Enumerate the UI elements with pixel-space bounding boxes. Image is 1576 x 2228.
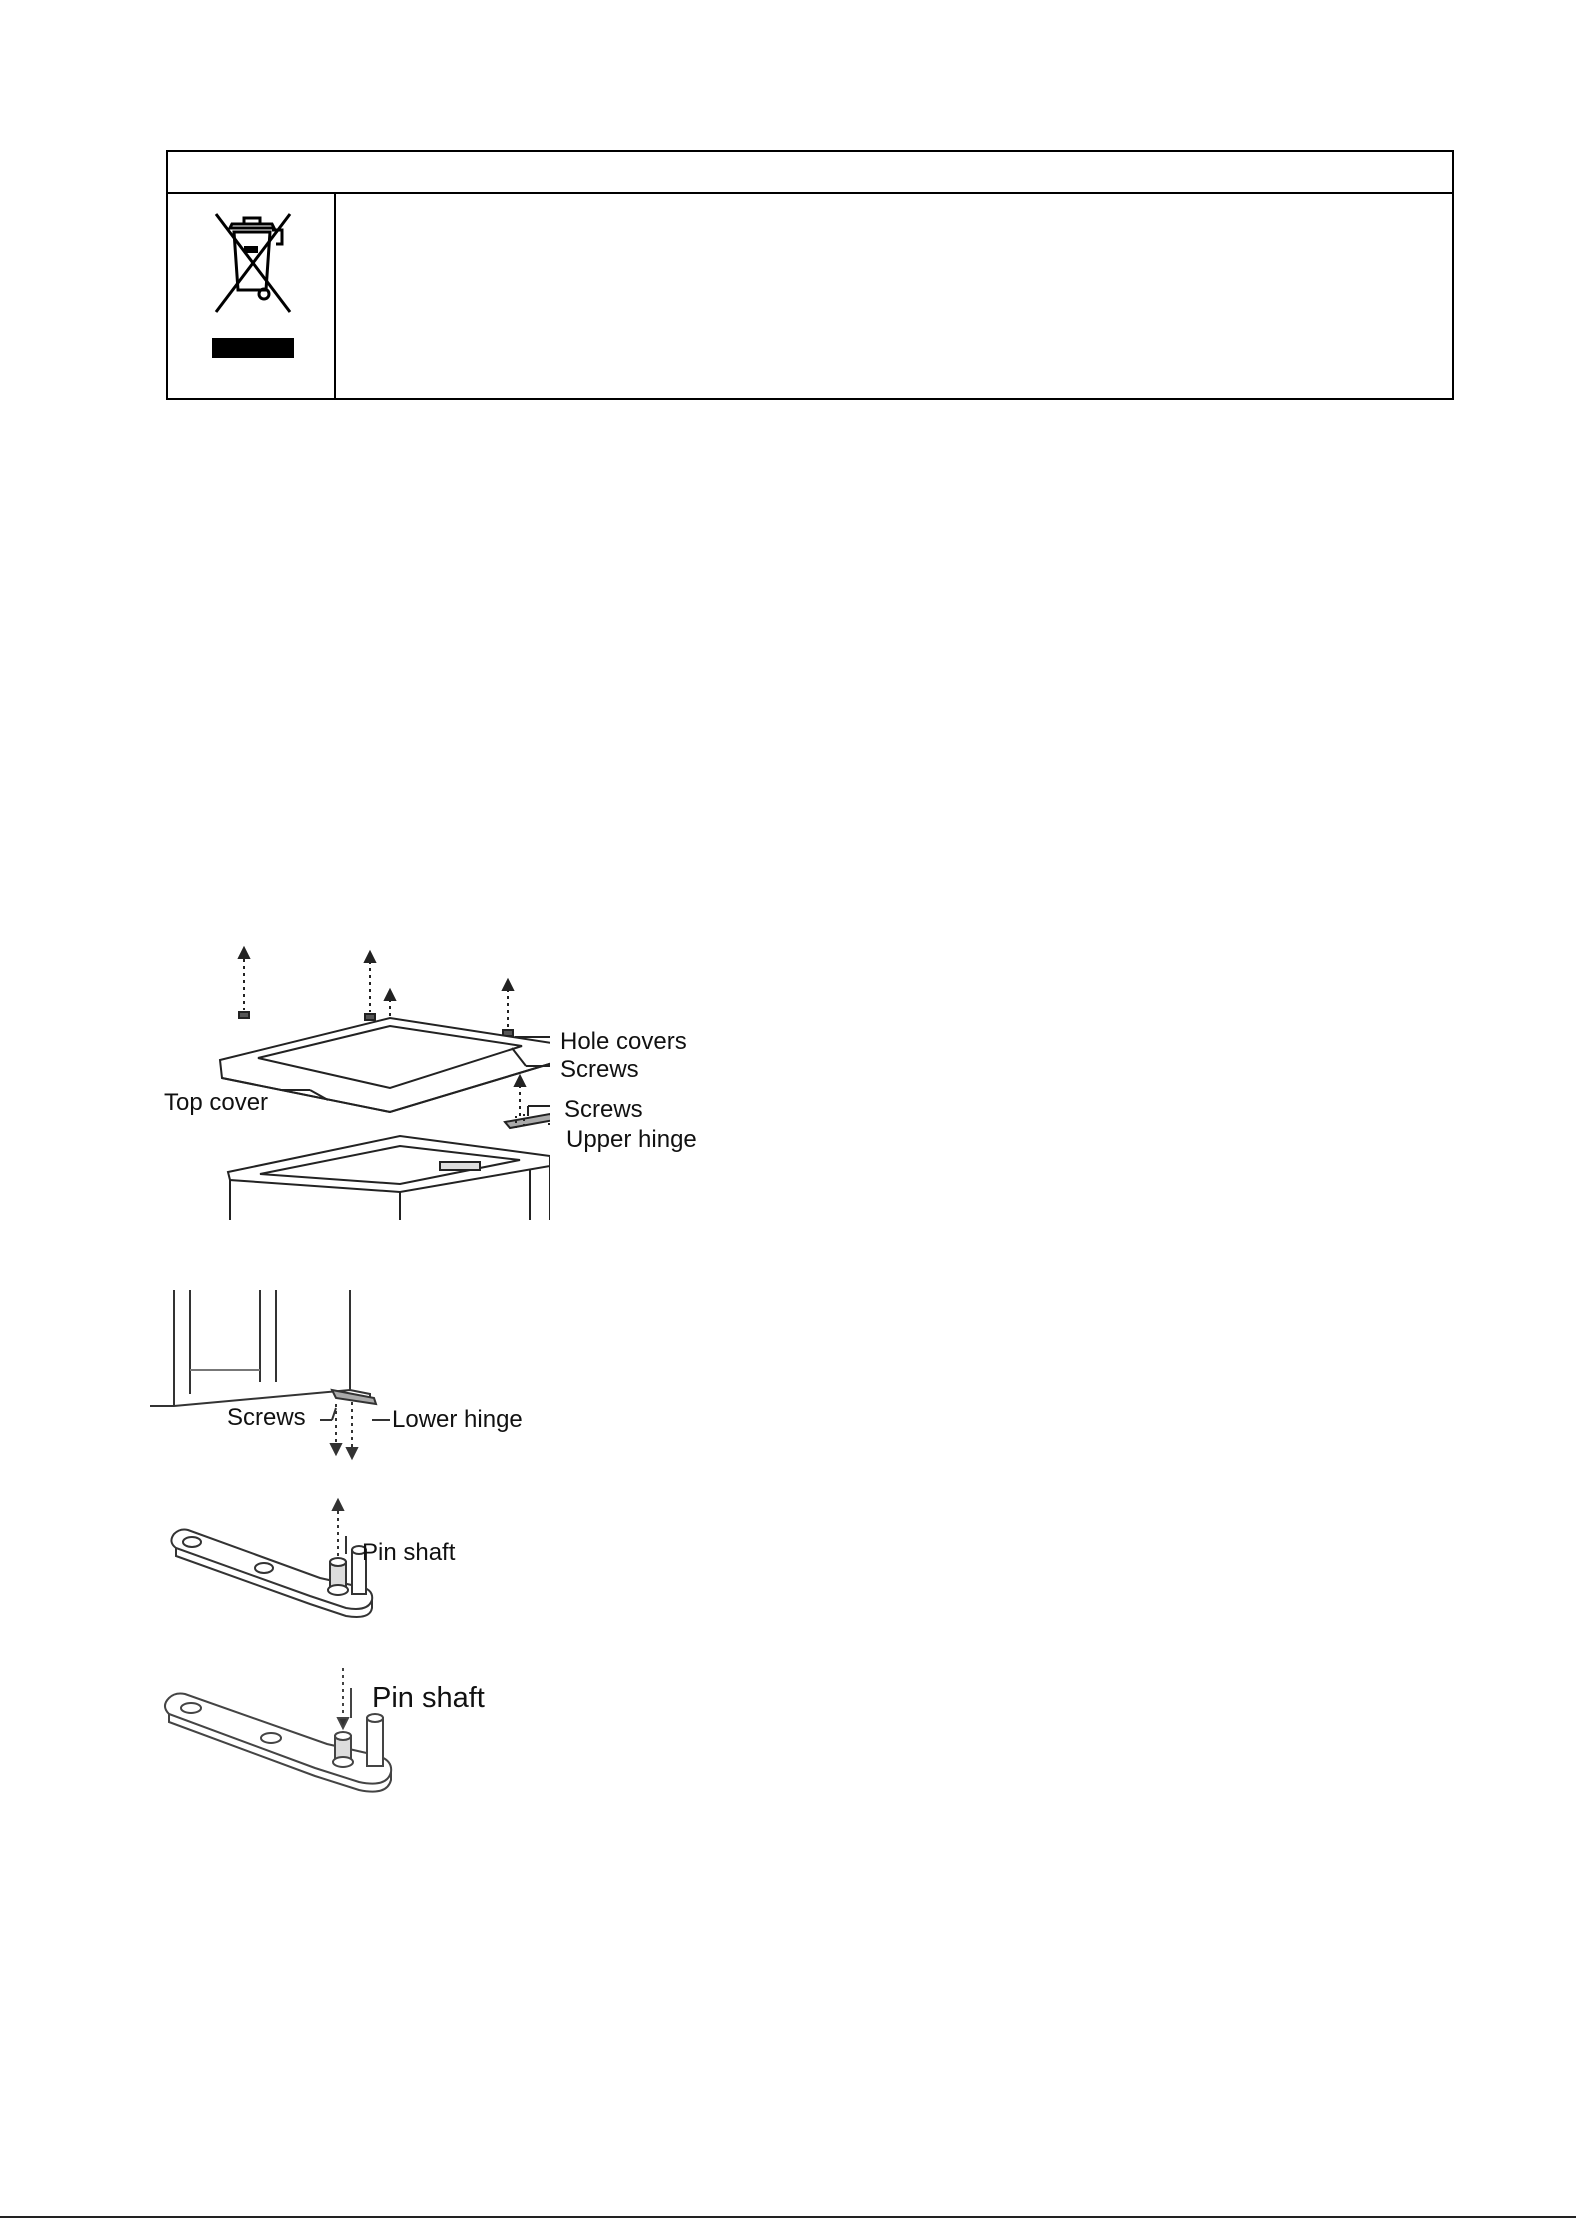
top-cover-label: Top cover xyxy=(164,1089,269,1116)
disposal-icon-cell xyxy=(168,194,336,398)
screws-hinge-label: Screws xyxy=(564,1096,643,1123)
page-footer-rule xyxy=(0,2216,1576,2218)
crossed-out-wheelie-bin-icon xyxy=(196,208,308,364)
pin-shaft-removal-diagram xyxy=(160,1490,390,1630)
lower-hinge-label: Lower hinge xyxy=(392,1406,523,1433)
upper-hinge-label: Upper hinge xyxy=(566,1126,697,1153)
screws-top-label: Screws xyxy=(560,1056,639,1083)
pin-shaft-insert-label: Pin shaft xyxy=(372,1682,485,1714)
hole-covers-label: Hole covers xyxy=(560,1028,687,1055)
lower-screws-label: Screws xyxy=(227,1404,306,1431)
lower-hinge-diagram xyxy=(150,1290,400,1470)
top-cover-removal-diagram xyxy=(150,930,550,1220)
disposal-notice-header xyxy=(168,152,1452,194)
disposal-notice-table xyxy=(166,150,1454,400)
pin-shaft-remove-label: Pin shaft xyxy=(362,1539,456,1566)
